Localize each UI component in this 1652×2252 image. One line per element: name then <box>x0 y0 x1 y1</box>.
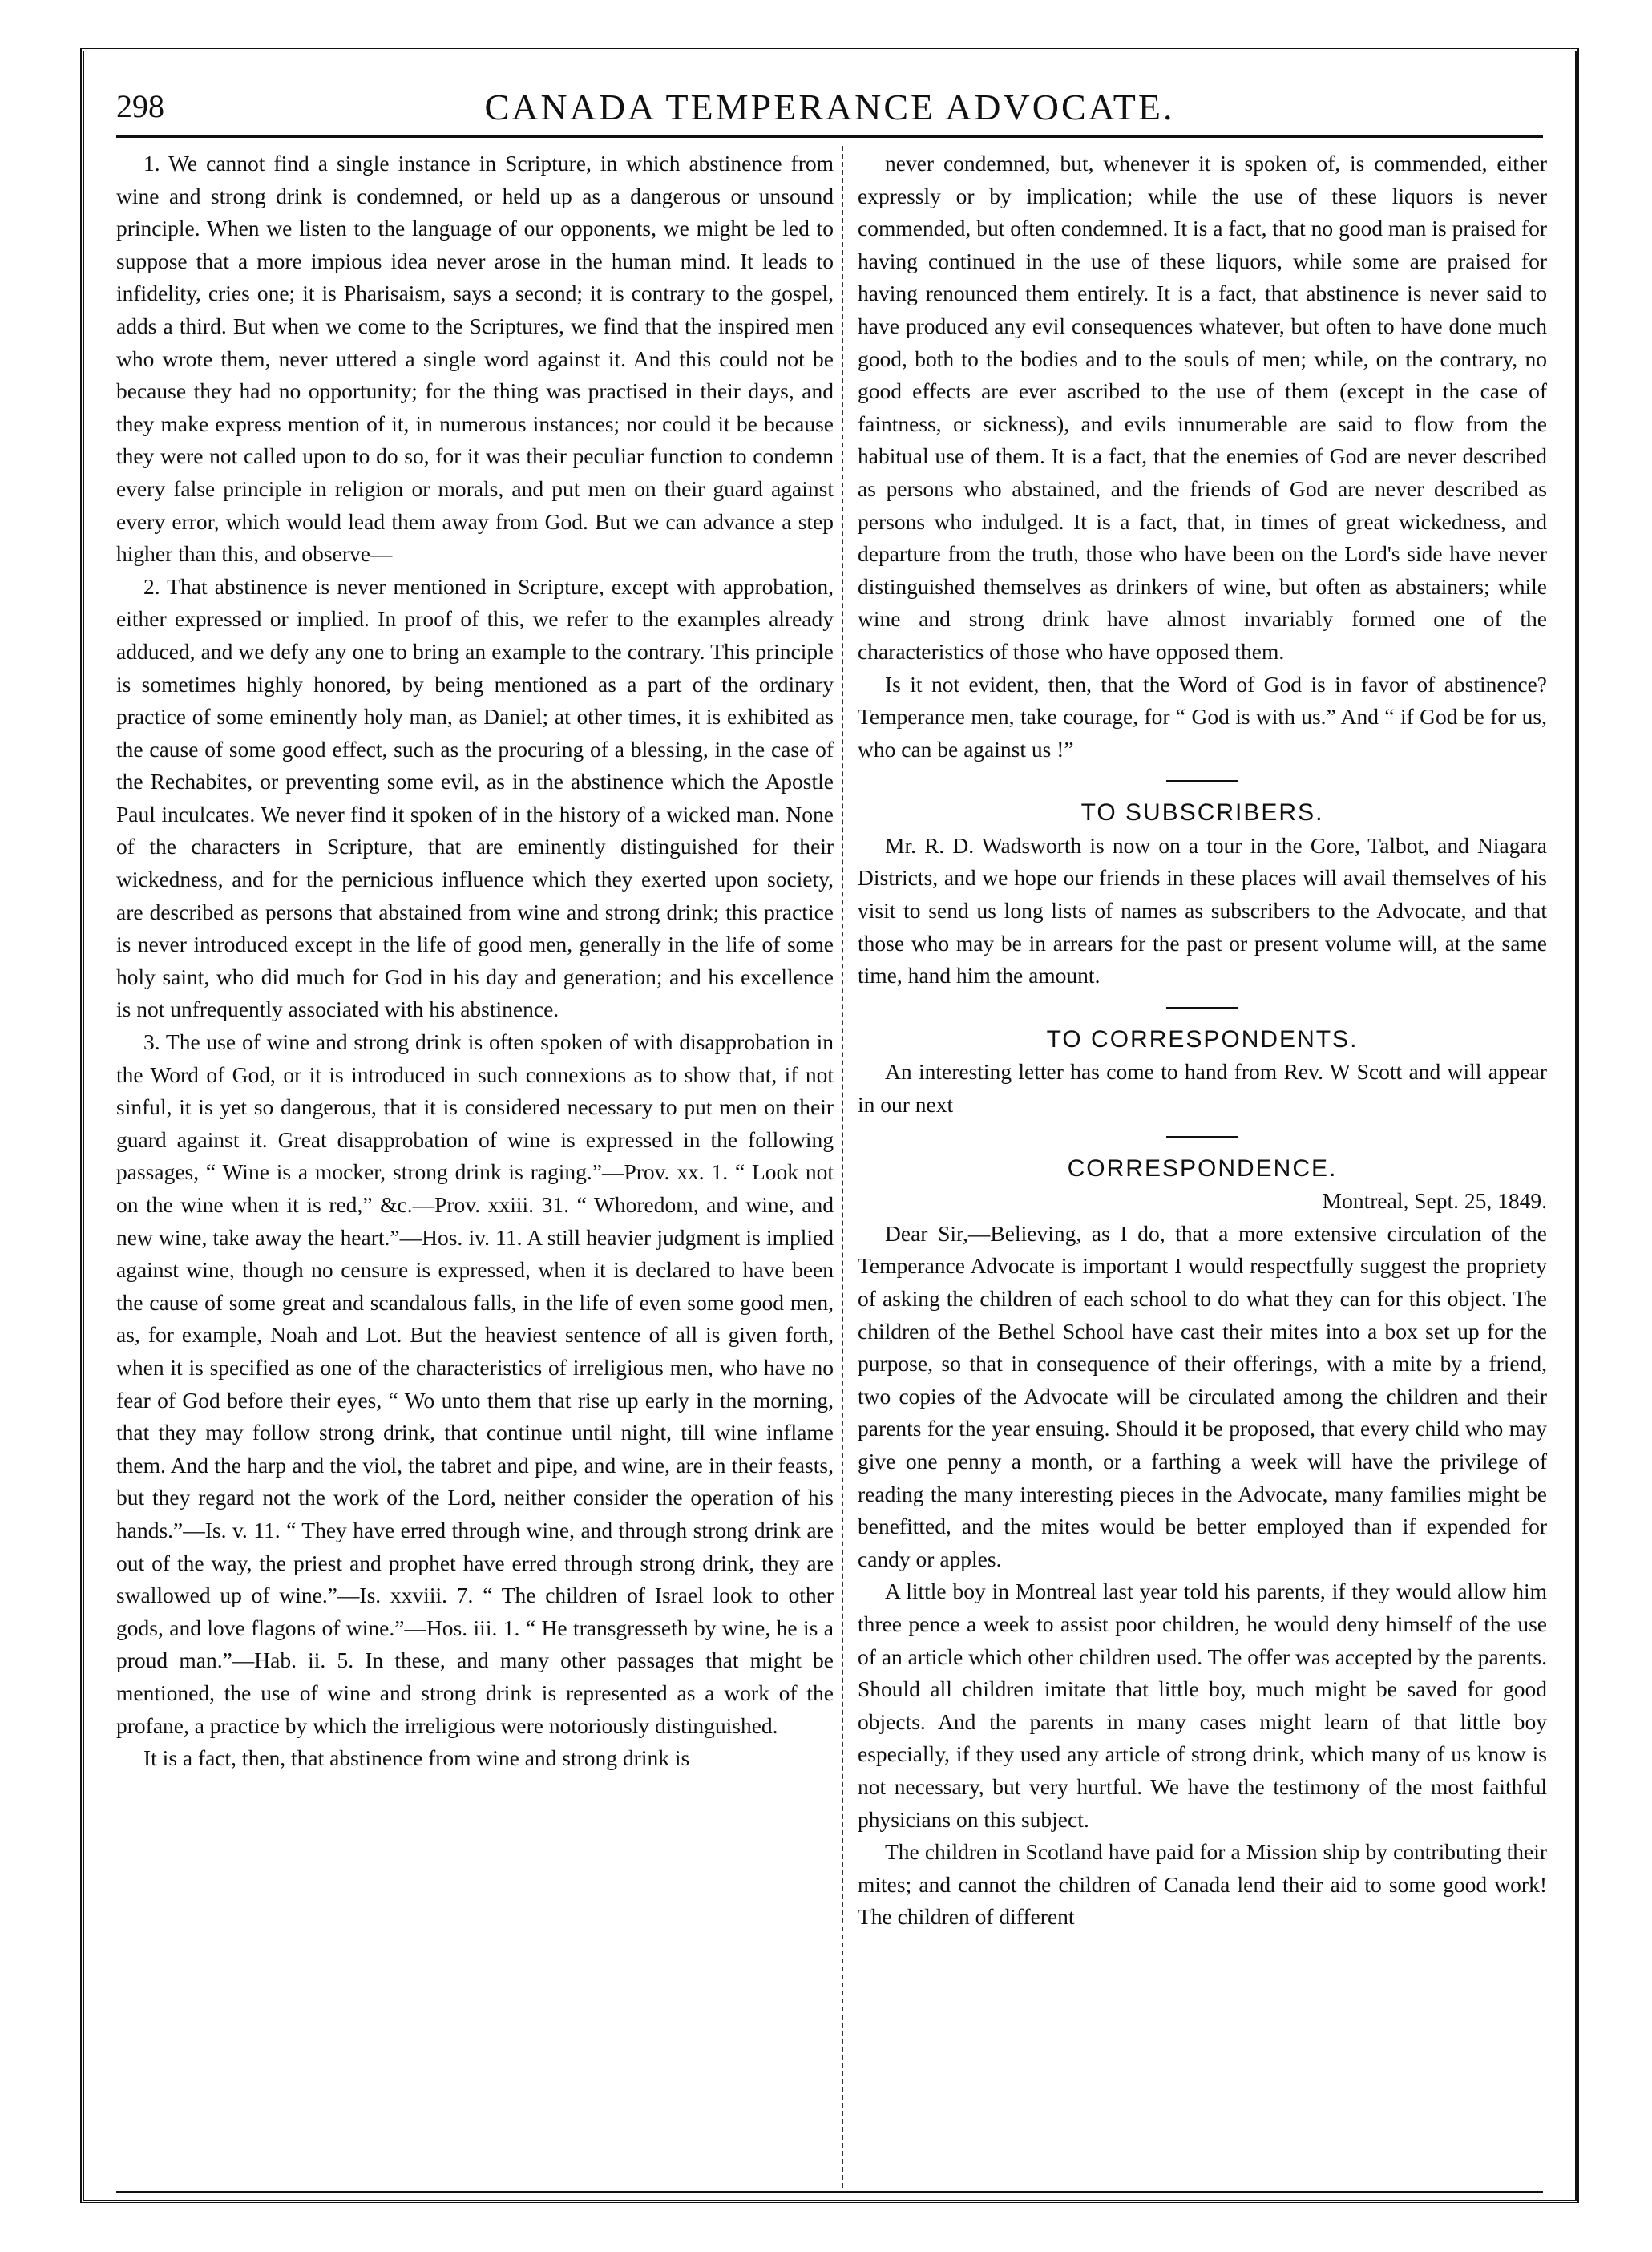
subscribers-notice: Mr. R. D. Wadsworth is now on a tour in the Gore, Talbot, and Niagara Districts, and we hope our friends in these places will avail themselves of his visit to send us long lists of names as subscribers to the Advocate, and that those who may be in arrears for the past or present volume will, at the same time, hand him the amount. <box>858 832 1547 989</box>
article-conclusion: Is it not evident, then, that the Word of God is in favor of abstinence? Temperance men, take courage, for “ God is with us.” And “ if God be for us, who can be against us !” <box>858 671 1547 762</box>
article-paragraph-3: 3. The use of wine and strong drink is often spoken of with disapprobation in the Word of God, or it is introduced in such connexions as to show that, if not sinful, it is yet so dangerous, that it is considered necessary to put men on their guard against it. Great disapprobation of wine is expressed in the following passages, “ Wine is a mocker, strong drink is raging.”—Prov. xx. 1. “ Look not on the wine when it is red,” &c.—Prov. xxiii. 31. “ Whoredom, and wine, and new wine, take away the heart.”—Hos. iv. 11. A still heavier judgment is implied against wine, though no censure is expressed, when it is declared to have been the cause of some great and scandalous falls, in the life of even some good men, as, for example, Noah and Lot. But the heaviest sentence of all is given forth, when it is specified as one of the characteristics of irreligious men, who have no fear of God before their eyes, “ Wo unto them that rise up early in the morning, that they may follow strong drink, that continue until night, till wine inflame them. And the harp and the viol, the tabret and pipe, and wine, are in their feasts, but they regard not the work of the Lord, neither consider the operation of his hands.”—Is. v. 11. “ They have erred through wine, and through strong drink are out of the way, the priest and prophet have erred through strong drink, they are swallowed up of wine.”—Is. xxviii. 7. “ The children of Israel look to other gods, and love flagons of wine.”—Hos. iii. 1. “ He transgresseth by wine, he is a proud man.”—Hab. ii. 5. In these, and many other passages that might be mentioned, the use of wine and strong drink is represented as a work of the profane, a practice by which the irreligious were notoriously distinguished. <box>116 1029 834 1738</box>
section-rule <box>1166 1136 1238 1138</box>
correspondents-heading: TO CORRESPONDENTS. <box>1046 1025 1359 1053</box>
page-header <box>116 71 1543 138</box>
left-column <box>116 148 834 1775</box>
page-number: 298 <box>116 88 164 124</box>
subscribers-heading: TO SUBSCRIBERS. <box>1080 799 1324 827</box>
newspaper-page <box>80 48 1579 2203</box>
right-column <box>858 148 1547 1934</box>
letter-dateline: Montreal, Sept. 25, 1849. <box>1322 1188 1547 1214</box>
column-divider <box>842 146 843 2188</box>
page-title: CANADA TEMPERANCE ADVOCATE. <box>484 87 1175 127</box>
section-rule <box>1166 780 1238 782</box>
bottom-rule <box>116 2191 1543 2193</box>
article-paragraph-1: 1. We cannot find a single instance in Scripture, in which abstinence from wine and strong drink is condemned, or held up as a dangerous or unsound principle. When we listen to the language of our opponents, we might be led to suppose that a more impious idea never arose in the human mind. It leads to infidelity, cries one; it is Pharisaism, says a second; it is contrary to the gospel, adds a third. But when we come to the Scriptures, we find that the inspired men who wrote them, never uttered a single word against it. And this could not be because they had no opportunity; for the thing was practised in their days, and they make express mention of it, in numerous instances; nor could it be because they were not called upon to do so, for it was their peculiar function to condemn every false principle in religion or morals, and put men on their guard against every error, which would lead them away from God. But we can advance a step higher than this, and observe— <box>116 151 834 567</box>
letter-paragraph-2: A little boy in Montreal last year told his parents, if they would allow him three pence a week to assist poor children, he would deny himself of the use of an article which other children used. The offer was accepted by the parents. Should all children imitate that little boy, much might be saved for good objects. And the parents in many cases might learn of that little boy especially, if they used any article of strong drink, which many of us know is not necessary, but very hurtful. We have the testimony of the most faithful physicians on this subject. <box>858 1579 1547 1832</box>
correspondence-heading: CORRESPONDENCE. <box>1067 1154 1338 1182</box>
section-rule <box>1166 1007 1238 1009</box>
letter-paragraph-3: The children in Scotland have paid for a Mission ship by contributing their mites; and cannot the children of Canada lend their aid to some good work! The children of different <box>858 1839 1547 1930</box>
letter-paragraph-1: Dear Sir,—Believing, as I do, that a more extensive circulation of the Temperance Advocate is important I would respectfully suggest the propriety of asking the children of each school to do what they can for this object. The children of the Bethel School have cast their mites into a box set up for the purpose, so that in consequence of their offerings, with a mite by a friend, two copies of the Advocate will be circulated among the children and their parents for the year ensuing. Should it be proposed, that every child who may give one penny a month, or a farthing a week will have the privilege of reading the many interesting pieces in the Advocate, many families might be benefitted, and the mites would be better employed than if expended for candy or apples. <box>858 1220 1547 1571</box>
article-continuation: never condemned, but, whenever it is spoken of, is commended, either expressly or by implication; while the use of these liquors is never commended, but often condemned. It is a fact, that no good man is praised for having continued in the use of these liquors, while some are praised for having renounced them entirely. It is a fact, that abstinence is never said to have produced any evil consequences whatever, but often to have done much good, both to the bodies and to the souls of men; while, on the contrary, no good effects are ever ascribed to the use of them (except in the case of faintness, or sickness), and evils innumerable are said to flow from the habitual use of them. It is a fact, that the enemies of God are never described as persons who abstained, and the friends of God are never described as persons who indulged. It is a fact, that, in times of great wickedness, and departure from the truth, those who have been on the Lord's side have never distinguished themselves as drinkers of wine, but often as abstainers; while wine and strong drink have almost invariably formed one of the characteristics of those who have opposed them. <box>858 151 1547 664</box>
correspondents-notice: An interesting letter has come to hand from Rev. W Scott and will appear in our next <box>858 1059 1547 1118</box>
article-paragraph-4: It is a fact, then, that abstinence from wine and strong drink is <box>143 1745 690 1771</box>
article-paragraph-2: 2. That abstinence is never mentioned in Scripture, except with approbation, either expressed or implied. In proof of this, we refer to the examples already adduced, and we defy any one to bring an example to the contrary. This principle is sometimes highly honored, by being mentioned as a part of the ordinary practice of some eminently holy man, as Daniel; at other times, it is exhibited as the cause of some good effect, such as the procuring of a blessing, in the case of the Rechabites, or preventing some evil, as in the abstinence which the Apostle Paul inculcates. We never find it spoken of in the history of a wicked man. None of the characters in Scripture, that are eminently distinguished for their wickedness, and for the pernicious influence which they exerted upon society, are described as persons that abstained from wine and strong drink; this practice is never introduced except in the life of good men, generally in the life of some holy saint, who did much for God in his day and generation; and his excellence is not unfrequently associated with his abstinence. <box>116 573 834 1022</box>
